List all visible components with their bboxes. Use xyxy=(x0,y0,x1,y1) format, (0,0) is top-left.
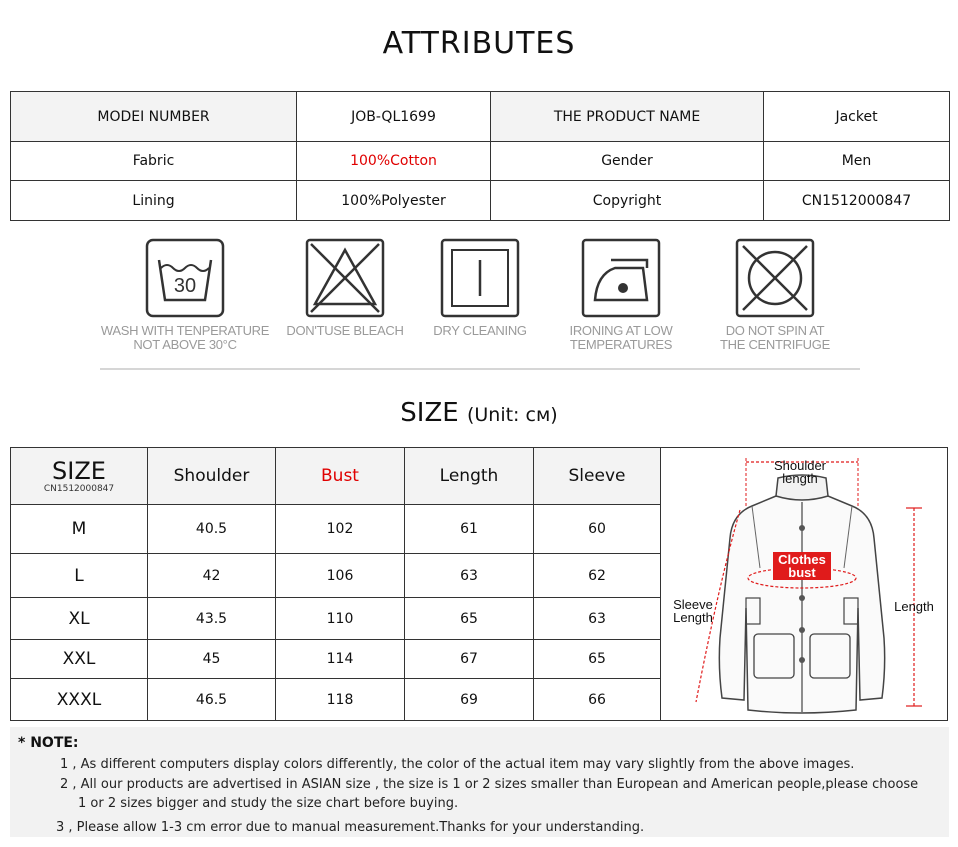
care-item-iron xyxy=(536,238,706,352)
care-item-spin xyxy=(690,238,860,352)
measurement-diagram xyxy=(660,447,948,721)
length-cell: 61 xyxy=(405,505,534,554)
lining-value: 100%Polyester xyxy=(297,181,491,221)
gender-value: Men xyxy=(764,142,950,181)
attributes-title: ATTRIBUTES xyxy=(382,26,576,61)
lining-label: Lining xyxy=(11,181,297,221)
note-line-1: 1 , As different computers display colors differently, the color of the actual item may vary slightly from the above images. xyxy=(60,757,855,772)
bust-cell: 106 xyxy=(276,554,405,598)
clothes-bust-label: Clothes bust xyxy=(773,552,831,580)
length-header: Length xyxy=(405,448,534,505)
table-row xyxy=(11,679,661,721)
shoulder-cell: 43.5 xyxy=(148,598,276,640)
shoulder-header: Shoulder xyxy=(148,448,276,505)
model-number-label: MODEI NUMBER xyxy=(11,92,297,142)
wash-30-icon xyxy=(145,238,225,318)
size-cell: XL xyxy=(11,598,148,640)
iron-low-icon xyxy=(581,238,661,318)
sleeve-cell: 66 xyxy=(534,679,661,721)
copyright-label: Copyright xyxy=(491,181,764,221)
sleeve-header: Sleeve xyxy=(534,448,661,505)
attributes-row xyxy=(11,142,950,181)
size-header-cell xyxy=(11,448,148,505)
table-row xyxy=(11,640,661,679)
attributes-row xyxy=(11,181,950,221)
fabric-label: Fabric xyxy=(11,142,297,181)
size-cell: L xyxy=(11,554,148,598)
size-cell: XXXL xyxy=(11,679,148,721)
note-line-3: 3 , Please allow 1-3 cm error due to manual measurement.Thanks for your understanding. xyxy=(56,820,645,835)
care-label-spin: DO NOT SPIN AT THE CENTRIFUGE xyxy=(720,323,830,352)
care-label-dry-clean: DRY CLEANING xyxy=(433,323,527,338)
shoulder-cell: 46.5 xyxy=(148,679,276,721)
care-label-wash: WASH WITH TENPERATURE NOT ABOVE 30°C xyxy=(100,323,270,352)
attributes-row xyxy=(11,92,950,142)
length-cell: 69 xyxy=(405,679,534,721)
sleeve-cell: 63 xyxy=(534,598,661,640)
bust-cell: 102 xyxy=(276,505,405,554)
bust-cell: 118 xyxy=(276,679,405,721)
attributes-table xyxy=(10,91,950,221)
table-row xyxy=(11,554,661,598)
wash-temp-text: 30 xyxy=(173,275,197,297)
size-header-code: CN1512000847 xyxy=(43,483,115,494)
note-line-2: 2 , All our products are advertised in ASIAN size , the size is 1 or 2 sizes smaller than European and American people,please choose xyxy=(60,777,919,792)
gender-label: Gender xyxy=(491,142,764,181)
size-cell: M xyxy=(11,505,148,554)
length-cell: 63 xyxy=(405,554,534,598)
product-name-label: THE PRODUCT NAME xyxy=(491,92,764,142)
jacket-illustration xyxy=(660,448,948,722)
sleeve-cell: 60 xyxy=(534,505,661,554)
bust-cell: 114 xyxy=(276,640,405,679)
shoulder-cell: 40.5 xyxy=(148,505,276,554)
fabric-value: 100%Cotton xyxy=(297,142,491,181)
care-instructions xyxy=(100,238,860,370)
size-chart-table xyxy=(10,447,661,721)
no-bleach-icon xyxy=(305,238,385,318)
size-cell: XXL xyxy=(11,640,148,679)
sleeve-length-label: Sleeve Length xyxy=(673,597,713,625)
length-cell: 65 xyxy=(405,598,534,640)
shoulder-length-label: Shoulder length xyxy=(773,458,827,486)
table-row xyxy=(11,598,661,640)
length-label: Length xyxy=(894,599,934,614)
product-name-value: Jacket xyxy=(764,92,950,142)
bust-cell: 110 xyxy=(276,598,405,640)
note-title: * NOTE: xyxy=(18,735,79,751)
care-label-bleach: DON'TUSE BLEACH xyxy=(286,323,404,338)
care-item-wash xyxy=(100,238,270,352)
size-header-label: SIZE xyxy=(52,456,106,485)
table-row xyxy=(11,505,661,554)
copyright-value: CN1512000847 xyxy=(764,181,950,221)
dry-clean-icon xyxy=(440,238,520,318)
size-header-row xyxy=(11,448,661,505)
size-title-text: SIZE xyxy=(400,398,459,428)
notes-section xyxy=(10,727,949,837)
note-line-2b: 1 or 2 sizes bigger and study the size chart before buying. xyxy=(78,796,459,811)
shoulder-cell: 45 xyxy=(148,640,276,679)
care-label-iron: IRONING AT LOW TEMPERATURES xyxy=(569,323,673,352)
model-number-value: JOB-QL1699 xyxy=(297,92,491,142)
bust-header: Bust xyxy=(276,448,405,505)
sleeve-cell: 65 xyxy=(534,640,661,679)
size-title xyxy=(0,398,958,428)
sleeve-cell: 62 xyxy=(534,554,661,598)
no-spin-icon xyxy=(735,238,815,318)
shoulder-cell: 42 xyxy=(148,554,276,598)
length-cell: 67 xyxy=(405,640,534,679)
size-unit-text: (Unit: cм) xyxy=(466,404,558,426)
